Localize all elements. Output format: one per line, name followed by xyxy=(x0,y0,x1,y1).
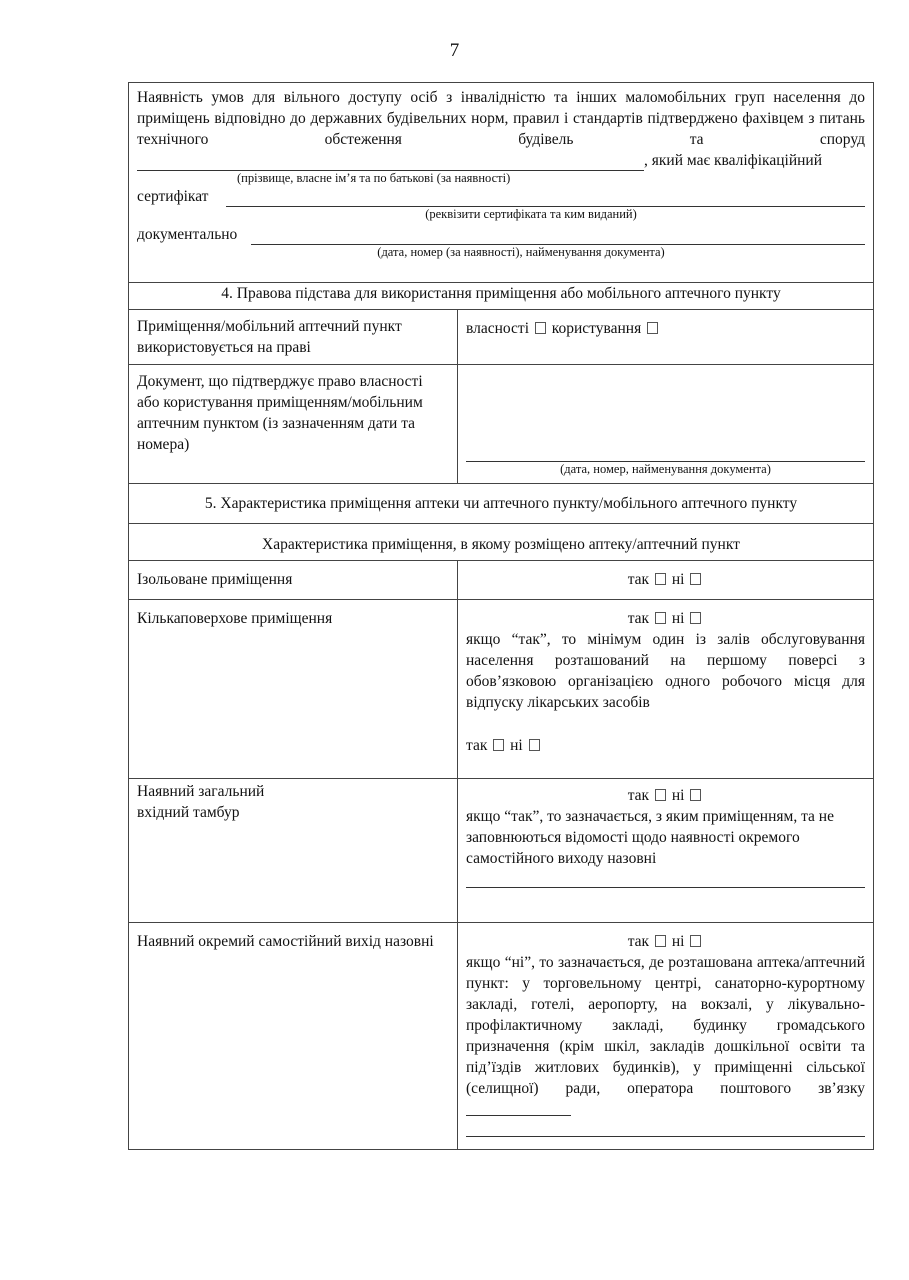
isolated-no-checkbox[interactable] xyxy=(690,573,701,585)
certificate-field[interactable] xyxy=(226,190,865,207)
certificate-line xyxy=(137,186,865,207)
multistory-no-checkbox[interactable] xyxy=(690,612,701,624)
multistory-no-label: ні xyxy=(671,610,685,627)
right-document-row xyxy=(129,365,874,484)
right-document-field[interactable] xyxy=(466,445,865,462)
qualified-text: , який має кваліфікаційний xyxy=(644,152,822,169)
page-number: 7 xyxy=(449,40,460,61)
exit-note: якщо “ні”, то зазначається, де розташована аптека/аптечний пункт: у торговельному центрі, санаторно-курортному закладі, готелі, аеропорту, на вокзалі, у лікувально-профілактичному закладі, будинку громадського призначення (крім шкіл, закладів дошкільної освіти та під’їздів житлових будинків), у приміщенні сільської (селищної) ради, оператора поштового зв’язку xyxy=(466,954,865,1097)
section5-title-row xyxy=(129,484,874,524)
document-label: документально xyxy=(137,226,238,243)
ownership-label: власності xyxy=(466,320,529,337)
isolated-yes-label: так xyxy=(627,571,650,588)
name-caption: (прізвище, власне ім’я та по батькові (за наявності) xyxy=(237,171,511,185)
section5-title: 5. Характеристика приміщення аптеки чи аптечного пункту/мобільного аптечного пункту xyxy=(129,484,874,524)
vestibule-field[interactable] xyxy=(466,871,865,888)
ground-floor-yes-checkbox[interactable] xyxy=(493,739,504,751)
document-field[interactable] xyxy=(251,228,865,245)
exit-location-field[interactable] xyxy=(466,1100,571,1116)
ownership-checkbox[interactable] xyxy=(535,322,546,334)
exit-no-checkbox[interactable] xyxy=(690,935,701,947)
right-document-caption: (дата, номер, найменування документа) xyxy=(560,462,771,476)
right-document-label: Документ, що підтверджує право власності або користування приміщенням/мобільним аптечним пунктом (із зазначенням дати та номера) xyxy=(137,373,423,453)
vestibule-no-label: ні xyxy=(671,787,685,804)
isolated-row xyxy=(129,561,874,600)
application-form-table xyxy=(128,82,874,1150)
ground-floor-no-label: ні xyxy=(510,737,523,754)
isolated-no-label: ні xyxy=(671,571,685,588)
certificate-label: сертифікат xyxy=(137,188,209,205)
section5-subtitle: Характеристика приміщення, в якому розміщено аптеку/аптечний пункт xyxy=(129,524,874,561)
section4-title: 4. Правова підстава для використання приміщення або мобільного аптечного пункту xyxy=(129,283,874,310)
vestibule-label-line-2: вхідний тамбур xyxy=(137,804,240,821)
multistory-yes-label: так xyxy=(627,610,650,627)
right-basis-label: Приміщення/мобільний аптечний пункт використовується на праві xyxy=(137,318,402,356)
ground-floor-yes-label: так xyxy=(466,737,488,754)
vestibule-yes-label: так xyxy=(627,787,650,804)
multistory-label: Кількаповерхове приміщення xyxy=(137,610,333,627)
access-cell xyxy=(129,83,874,283)
isolated-label: Ізольоване приміщення xyxy=(137,571,293,588)
access-row xyxy=(129,83,874,283)
usage-checkbox[interactable] xyxy=(647,322,658,334)
vestibule-yes-checkbox[interactable] xyxy=(655,789,666,801)
usage-label: користування xyxy=(551,320,642,337)
exit-no-label: ні xyxy=(671,933,685,950)
certificate-caption: (реквізити сертифіката та ким виданий) xyxy=(425,207,637,221)
multistory-row xyxy=(129,600,874,779)
vestibule-label-line-1: Наявний загальний xyxy=(137,783,265,800)
vestibule-no-checkbox[interactable] xyxy=(690,789,701,801)
exit-label: Наявний окремий самостійний вихід назовні xyxy=(137,933,434,950)
exit-location-field-2[interactable] xyxy=(466,1120,865,1137)
vestibule-note: якщо “так”, то зазначається, з яким приміщенням, та не заповнюються відомості щодо наявності окремого самостійного виходу назовні xyxy=(466,808,834,867)
section5-subtitle-row xyxy=(129,524,874,561)
document-line xyxy=(137,224,865,245)
right-basis-row xyxy=(129,310,874,365)
isolated-yes-checkbox[interactable] xyxy=(655,573,666,585)
specialist-line xyxy=(137,150,865,171)
vestibule-row xyxy=(129,779,874,923)
exit-yes-label: так xyxy=(627,933,650,950)
specialist-name-field[interactable] xyxy=(137,154,644,171)
access-paragraph: Наявність умов для вільного доступу осіб з інвалідністю та інших маломобільних груп населення до приміщень відповідно до державних будівельних норм, правил і стандартів підтверджено фахівцем з питань технічного обстеження будівель та споруд xyxy=(137,89,865,148)
ground-floor-no-checkbox[interactable] xyxy=(529,739,540,751)
section4-title-row xyxy=(129,283,874,310)
multistory-yes-checkbox[interactable] xyxy=(655,612,666,624)
exit-row xyxy=(129,923,874,1150)
multistory-note: якщо “так”, то мінімум один із залів обслуговування населення розташований на першому поверсі з обов’язковою організацією одного робочого місця для відпуску лікарських засобів xyxy=(466,631,865,711)
document-caption: (дата, номер (за наявності), найменування документа) xyxy=(377,245,665,259)
exit-yes-checkbox[interactable] xyxy=(655,935,666,947)
